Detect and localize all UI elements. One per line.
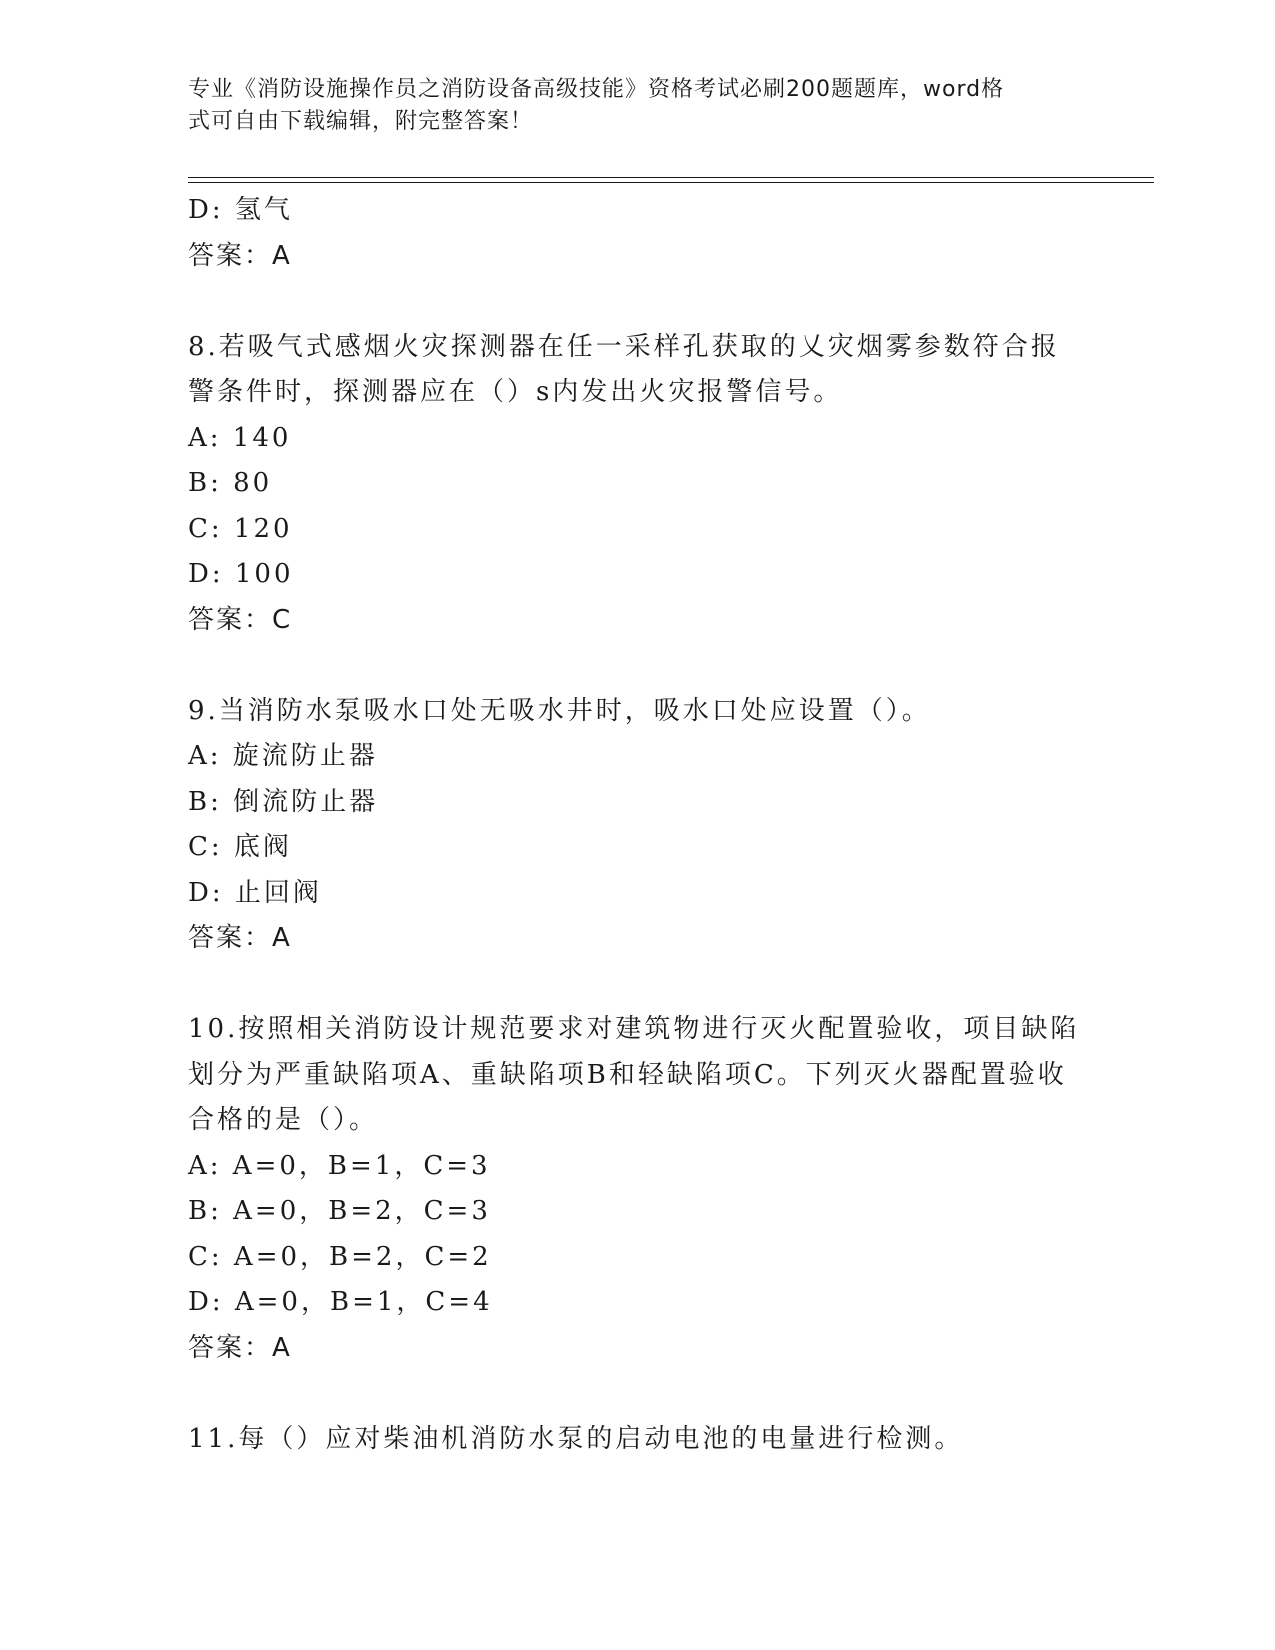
answer: 答案：C <box>188 604 293 635</box>
question-content <box>188 188 1088 1462</box>
question-stem-line: 9.当消防水泵吸水口处无吸水井时，吸水口处应设置（）。 <box>188 695 931 726</box>
option-a: A: A=0，B=1，C=3 <box>188 1150 491 1181</box>
option-c: C: A=0，B=2，C=2 <box>188 1241 492 1272</box>
question-stem-line: 合格的是（）。 <box>188 1105 379 1135</box>
header-rule-top <box>188 177 1154 178</box>
option-a: A: 140 <box>188 422 292 453</box>
header-rule-bottom <box>188 182 1154 183</box>
answer: 答案：A <box>188 240 292 271</box>
option-c: C: 120 <box>188 513 293 544</box>
question-9 <box>188 689 1088 962</box>
question-10 <box>188 1007 1088 1371</box>
spacer <box>188 279 1088 325</box>
question-stem-line: 10.按照相关消防设计规范要求对建筑物进行灭火配置验收，项目缺陷 <box>188 1014 1080 1044</box>
question-stem-line: 警条件时，探测器应在（）s内发出火灾报警信号。 <box>188 377 843 407</box>
answer: 答案：A <box>188 1332 292 1363</box>
spacer <box>188 962 1088 1008</box>
option-d: D: A=0，B=1，C=4 <box>188 1287 493 1317</box>
question-stem-line: 8.若吸气式感烟火灾探测器在任一采样孔获取的乂灾烟雾参数符合报 <box>188 331 1060 362</box>
document-header <box>188 74 1068 138</box>
question-stem-line: 划分为严重缺陷项A、重缺陷项B和轻缺陷项C。下列灭火器配置验收 <box>188 1059 1067 1090</box>
previous-question-tail <box>188 188 1088 279</box>
question-stem-line: 11.每（）应对柴油机消防水泵的启动电池的电量进行检测。 <box>188 1423 964 1454</box>
option-d: D: 氢气 <box>188 195 293 225</box>
option-d: D: 止回阀 <box>188 877 322 908</box>
header-line-2: 式可自由下载编辑，附完整答案！ <box>188 109 534 134</box>
option-b: B: 80 <box>188 468 273 498</box>
spacer <box>188 643 1088 689</box>
question-11 <box>188 1417 1088 1463</box>
option-c: C: 底阀 <box>188 832 292 862</box>
option-a: A: 旋流防止器 <box>188 741 378 771</box>
question-8 <box>188 325 1088 644</box>
option-b: B: 倒流防止器 <box>188 786 379 817</box>
option-d: D: 100 <box>188 559 294 589</box>
option-b: B: A=0，B=2，C=3 <box>188 1196 491 1226</box>
answer: 答案：A <box>188 923 292 953</box>
header-line-1: 专业《消防设施操作员之消防设备高级技能》资格考试必刷200题题库，word格 <box>188 77 1005 102</box>
spacer <box>188 1371 1088 1417</box>
